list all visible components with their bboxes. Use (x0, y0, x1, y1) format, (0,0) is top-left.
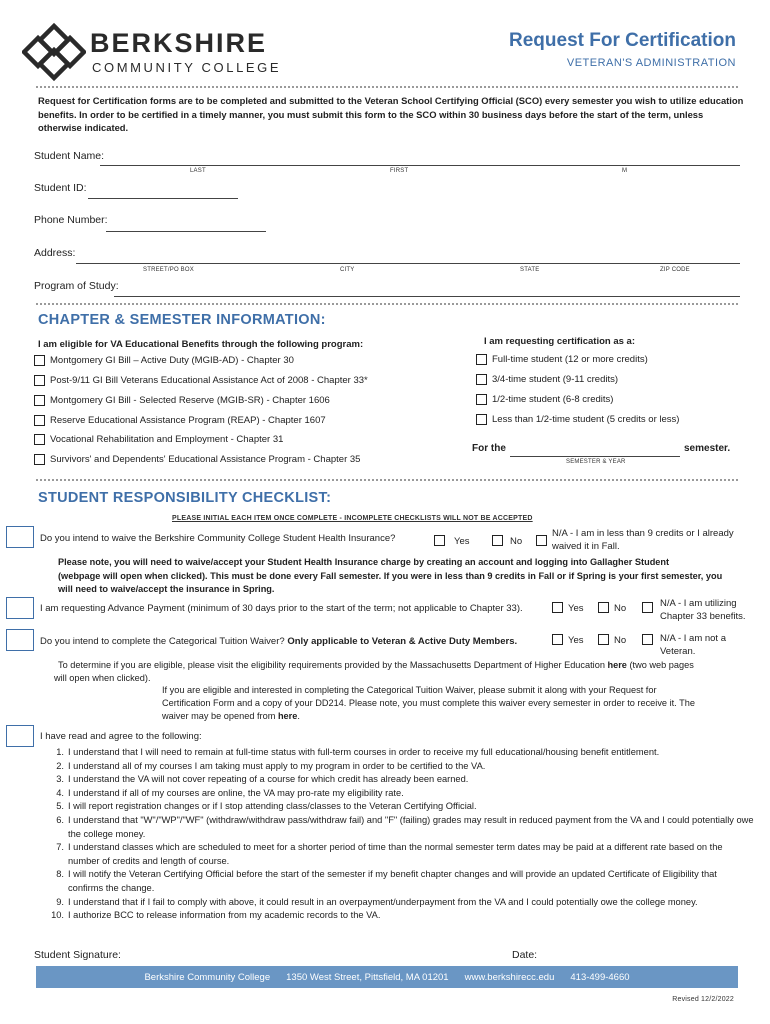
list-item (54, 746, 754, 760)
footer-website[interactable]: www.berkshirecc.edu (464, 971, 555, 983)
program-option: Reserve Educational Assistance Program (REAP) - Chapter 1607 (50, 415, 326, 426)
list-item-text: I will notify the Veteran Certifying Official before the start of the semester if my benefit chapter changes and will provide an updated Certificate of Eligibility that confirms the change. (68, 869, 717, 893)
list-item-number: 6. (56, 814, 64, 825)
list-item (54, 841, 754, 868)
for-the-label: For the (472, 443, 506, 454)
advance-yes-label: Yes (568, 603, 584, 614)
divider (36, 479, 738, 481)
program-checkbox[interactable] (34, 375, 45, 386)
status-option: 1/2-time student (6-8 credits) (492, 394, 614, 405)
list-item-number: 8. (56, 869, 64, 880)
waiver-na-label-2: Veteran. (660, 646, 696, 657)
logo-line1: BERKSHIRE (90, 28, 268, 58)
program-checkbox[interactable] (34, 454, 45, 465)
waiver-eligibility-text (58, 660, 694, 670)
list-item-text: I understand all of my courses I am taking must apply to my program in order to be certified to the VA. (68, 760, 486, 771)
list-item-number: 2. (56, 760, 64, 771)
program-checkbox[interactable] (34, 415, 45, 426)
advance-na-checkbox[interactable] (642, 602, 653, 613)
period: . (297, 711, 300, 721)
advance-no-label: No (614, 603, 627, 614)
mi-label: M (622, 168, 628, 174)
waiver-opened-text: waiver may be opened from (162, 711, 276, 721)
street-label: STREET/PO BOX (143, 267, 194, 273)
health-note: Please note, you will need to waive/accept your Student Health Insurance charge by creating an account and logging into Gallagher Student (58, 557, 670, 567)
status-checkbox[interactable] (476, 354, 487, 365)
program-checkbox[interactable] (34, 355, 45, 366)
revised-date: Revised 12/2/2022 (672, 996, 734, 1003)
list-item-text: I will report registration changes or if I stop attending class/classes to the Veteran Certifying Official. (68, 801, 477, 812)
last-label: LAST (190, 168, 206, 174)
logo-knot-icon (22, 22, 86, 82)
list-item-text: I understand if all of my courses are online, the VA may pro-rate my eligibility rate. (68, 787, 404, 798)
chapter-heading: CHAPTER & SEMESTER INFORMATION: (38, 312, 326, 328)
waiver-yes-label: Yes (568, 635, 584, 646)
list-item (51, 909, 754, 923)
initial-box-advance[interactable] (6, 597, 34, 619)
zip-label: ZIP CODE (660, 267, 690, 273)
health-note: will need to waive/accept the insurance in Spring. (58, 584, 275, 594)
footer-bar (36, 966, 738, 988)
program-option: Survivors' and Dependents' Educational Assistance Program - Chapter 35 (50, 454, 361, 465)
status-option: Less than 1/2-time student (5 credits or less) (492, 414, 680, 425)
health-na-label-2: waived it in Fall. (552, 541, 620, 552)
health-yes-label: Yes (454, 536, 470, 547)
eligible-heading: I am eligible for VA Educational Benefits through the following program: (38, 339, 364, 350)
phone-field[interactable] (106, 231, 266, 232)
checklist-heading: STUDENT RESPONSIBILITY CHECKLIST: (38, 490, 332, 506)
waiver-yes-checkbox[interactable] (552, 634, 563, 645)
initial-box-health[interactable] (6, 526, 34, 548)
advance-na-label: N/A - I am utilizing (660, 598, 737, 609)
waiver-instructions: Certification Form and a copy of your DD214. Please note, you must complete this waiver every semester in order to receive it. The (162, 698, 695, 708)
eligibility-here-link[interactable]: here (607, 660, 627, 670)
list-item-text: I understand that I will need to remain at full-time status with full-term courses in order to receive my full educational/housing benefit entitlement. (68, 747, 660, 757)
list-item-number: 3. (56, 774, 64, 785)
health-na-label: N/A - I am in less than 9 credits or I already (552, 528, 734, 539)
list-item-number: 4. (56, 787, 64, 798)
status-checkbox[interactable] (476, 374, 487, 385)
student-id-field[interactable] (88, 198, 238, 199)
student-id-label: Student ID: (34, 182, 87, 194)
waiver-eligibility-c: will open when clicked). (54, 673, 151, 683)
advance-yes-checkbox[interactable] (552, 602, 563, 613)
health-question: Do you intend to waive the Berkshire Community College Student Health Insurance? (40, 533, 396, 544)
health-no-checkbox[interactable] (492, 535, 503, 546)
list-item (54, 773, 754, 787)
date-field[interactable] (540, 962, 740, 963)
advance-na-label-2: Chapter 33 benefits. (660, 611, 746, 622)
list-item-text: I understand that if I fail to comply with above, it could result in an overpayment/underpayment from the VA and I could potentially owe the college money. (68, 896, 698, 907)
waiver-instructions (162, 711, 300, 721)
list-item-number: 5. (56, 801, 64, 812)
footer-address: 1350 West Street, Pittsfield, MA 01201 (286, 971, 449, 983)
list-item-text: I authorize BCC to release information from my academic records to the VA. (68, 910, 381, 921)
status-option: Full-time student (12 or more credits) (492, 354, 648, 365)
list-item-number: 7. (56, 842, 64, 853)
list-item-text: I understand classes which are scheduled to meet for a shorter period of time than the normal semester term dates may be paid at a different rate based on the number of credits and length of course. (68, 842, 723, 866)
semester-year-label: SEMESTER & YEAR (566, 459, 626, 465)
list-item-text: I understand the VA will not cover repeating of a course for which credit has already been earned. (68, 774, 469, 785)
waiver-question (40, 636, 517, 647)
page-subtitle: VETERAN'S ADMINISTRATION (566, 57, 736, 69)
program-option: Post-9/11 GI Bill Veterans Educational Assistance Act of 2008 - Chapter 33* (50, 375, 368, 386)
list-item (54, 787, 754, 801)
initial-box-waiver[interactable] (6, 629, 34, 651)
waiver-question-bold: Only applicable to Veteran & Active Duty Members. (287, 636, 518, 647)
program-field[interactable] (114, 296, 740, 297)
initial-box-agreement[interactable] (6, 725, 34, 747)
logo-line2: COMMUNITY COLLEGE (92, 60, 282, 75)
list-item (54, 760, 754, 774)
waiver-na-label: N/A - I am not a (660, 633, 726, 644)
health-yes-checkbox[interactable] (434, 535, 445, 546)
program-checkbox[interactable] (34, 434, 45, 445)
program-checkbox[interactable] (34, 395, 45, 406)
agreement-list (51, 746, 754, 923)
list-item-text: I understand that "W"/"WP"/"WF" (withdraw/withdraw pass/withdraw fail) and "F" (failing) grades may result in reduced payment from the VA and I could potentially owe the college money. (68, 814, 754, 839)
program-option: Montgomery GI Bill - Selected Reserve (MGIB-SR) - Chapter 1606 (50, 395, 330, 406)
student-name-label: Student Name: (34, 150, 105, 162)
footer-phone: 413-499-4660 (570, 971, 630, 983)
list-item (54, 800, 754, 814)
semester-label: semester. (684, 443, 731, 454)
logo (22, 22, 322, 82)
intro-text: Request for Certification forms are to be completed and submitted to the Veteran School Certifying Official (SCO) every semester you wish to utilize education benefits. In order to be certified in a timely manner, you must submit this form to the SCO within 30 business days before the start of the term, unless otherwise indicated. (38, 95, 744, 133)
list-item-number: 1. (56, 747, 64, 757)
program-label: Program of Study: (34, 280, 119, 292)
address-field[interactable] (76, 263, 740, 264)
page-title: Request For Certification (509, 30, 736, 51)
advance-no-checkbox[interactable] (598, 602, 609, 613)
waiver-eligibility-b: (two web pages (629, 660, 694, 670)
waiver-na-checkbox[interactable] (642, 634, 653, 645)
state-label: STATE (520, 267, 540, 273)
signature-field[interactable] (120, 962, 500, 963)
health-note: (webpage will open when clicked). This must be done every Fall semester. If you were in less than 9 credits in Fall or if Spring is your first semester, you (58, 571, 723, 581)
signature-label: Student Signature: (34, 949, 121, 961)
advance-question: I am requesting Advance Payment (minimum of 30 days prior to the start of the term; not applicable to Chapter 33). (40, 603, 523, 614)
status-option: 3/4-time student (9-11 credits) (492, 374, 619, 385)
waiver-no-label: No (614, 635, 627, 646)
status-checkbox[interactable] (476, 394, 487, 405)
list-item-number: 10. (51, 910, 64, 921)
divider (36, 303, 738, 305)
waiver-instructions: If you are eligible and interested in completing the Categorical Tuition Waiver, please submit it along with your Request for (162, 685, 657, 695)
list-item (54, 896, 754, 910)
checklist-instruction: PLEASE INITIAL EACH ITEM ONCE COMPLETE - INCOMPLETE CHECKLISTS WILL NOT BE ACCEPTED (172, 515, 533, 522)
waiver-eligibility-a: To determine if you are eligible, please visit the eligibility requirements provided by the Massachusetts Department of Higher Education (58, 660, 605, 670)
health-na-checkbox[interactable] (536, 535, 547, 546)
list-item-number: 9. (56, 896, 64, 907)
city-label: CITY (340, 267, 355, 273)
divider (36, 86, 738, 88)
list-item (54, 814, 754, 841)
program-option: Montgomery GI Bill – Active Duty (MGIB-AD) - Chapter 30 (50, 355, 294, 366)
address-label: Address: (34, 247, 76, 259)
footer-college: Berkshire Community College (144, 971, 271, 983)
list-item (54, 868, 754, 895)
health-no-label: No (510, 536, 523, 547)
semester-field[interactable] (510, 456, 680, 457)
phone-label: Phone Number: (34, 214, 108, 226)
student-name-field[interactable] (100, 165, 740, 166)
agreement-question: I have read and agree to the following: (40, 731, 202, 742)
requesting-heading: I am requesting certification as a: (484, 336, 635, 347)
status-checkbox[interactable] (476, 414, 487, 425)
waiver-no-checkbox[interactable] (598, 634, 609, 645)
date-label: Date: (512, 949, 538, 961)
waiver-question-text: Do you intend to complete the Categorical Tuition Waiver? (40, 636, 285, 647)
program-option: Vocational Rehabilitation and Employment - Chapter 31 (50, 434, 284, 445)
waiver-here-link[interactable]: here (277, 711, 298, 721)
first-label: FIRST (390, 168, 409, 174)
